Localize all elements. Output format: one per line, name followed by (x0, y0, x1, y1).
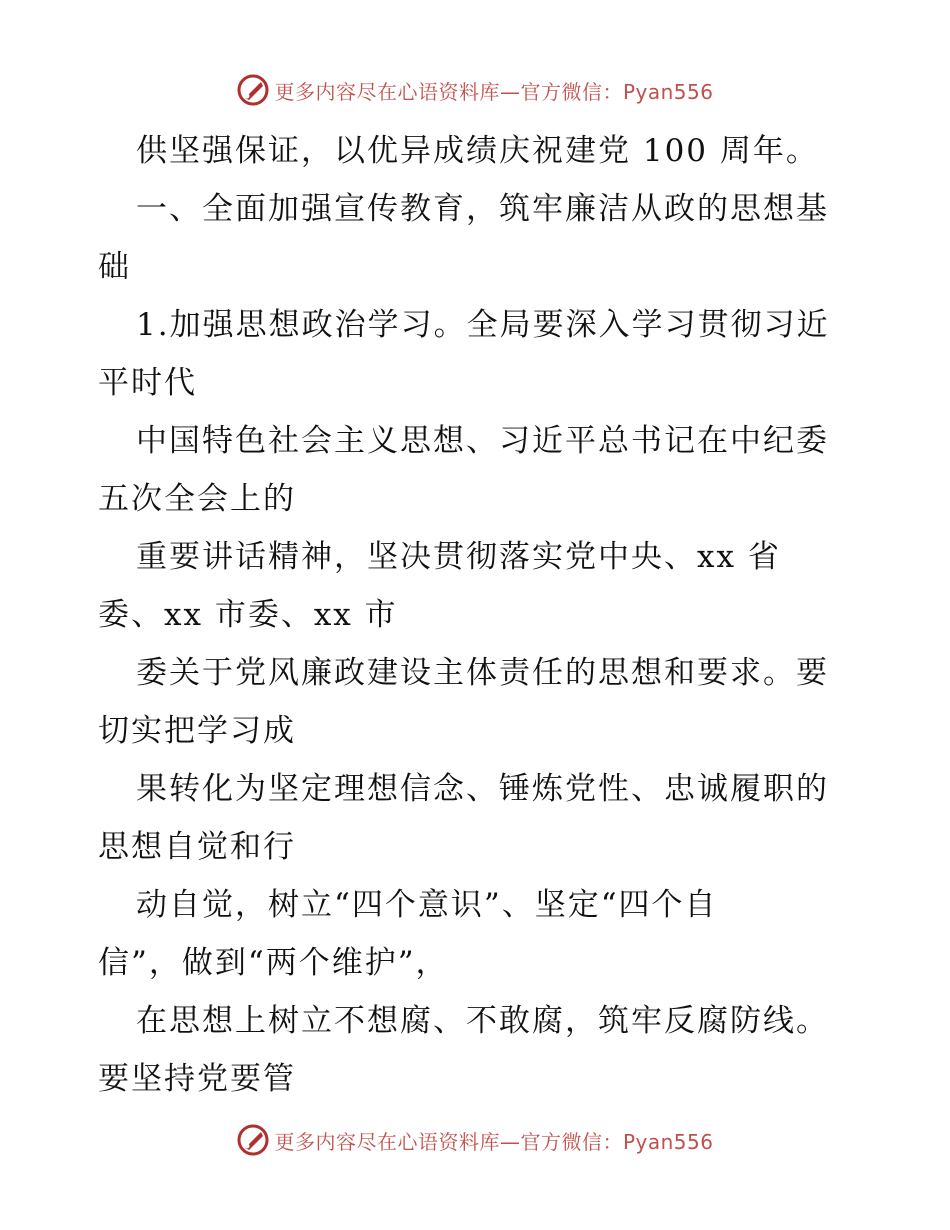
document-body (98, 122, 858, 1108)
text-line: 平时代 (98, 365, 197, 401)
text-line: 1.加强思想政治学习。全局要深入学习贯彻习近 (136, 307, 830, 343)
footer-watermark (0, 1120, 950, 1160)
text-line: 委、xx 市委、xx 市 (98, 597, 398, 633)
text-line: 信”，做到“两个维护”， (98, 945, 449, 981)
text-line: 一、全面加强宣传教育，筑牢廉洁从政的思想基 (136, 191, 829, 227)
text-line: 在思想上树立不想腐、不敢腐，筑牢反腐防线。 (136, 1003, 829, 1039)
text-line: 思想自觉和行 (98, 829, 296, 865)
text-line: 委关于党风廉政建设主体责任的思想和要求。要 (136, 655, 829, 691)
text-line: 切实把学习成 (98, 713, 296, 749)
text-line: 重要讲话精神，坚决贯彻落实党中央、xx 省 (136, 539, 781, 575)
text-line: 要坚持党要管 (98, 1061, 296, 1097)
text-line: 动自觉，树立“四个意识”、坚定“四个自 (136, 887, 718, 923)
header-watermark (0, 70, 950, 110)
quill-seal-icon (236, 1123, 270, 1157)
text-line: 五次全会上的 (98, 481, 296, 517)
text-line: 果转化为坚定理想信念、锤炼党性、忠诚履职的 (136, 771, 829, 807)
header-watermark-text: 更多内容尽在心语资料库—官方微信：Pyan556 (274, 79, 714, 104)
text-line: 中国特色社会主义思想、习近平总书记在中纪委 (136, 423, 829, 459)
text-line: 础 (98, 249, 131, 285)
text-line: 供坚强保证，以优异成绩庆祝建党 100 周年。 (136, 133, 819, 169)
footer-watermark-text: 更多内容尽在心语资料库—官方微信：Pyan556 (274, 1129, 714, 1154)
quill-seal-icon (236, 73, 270, 107)
